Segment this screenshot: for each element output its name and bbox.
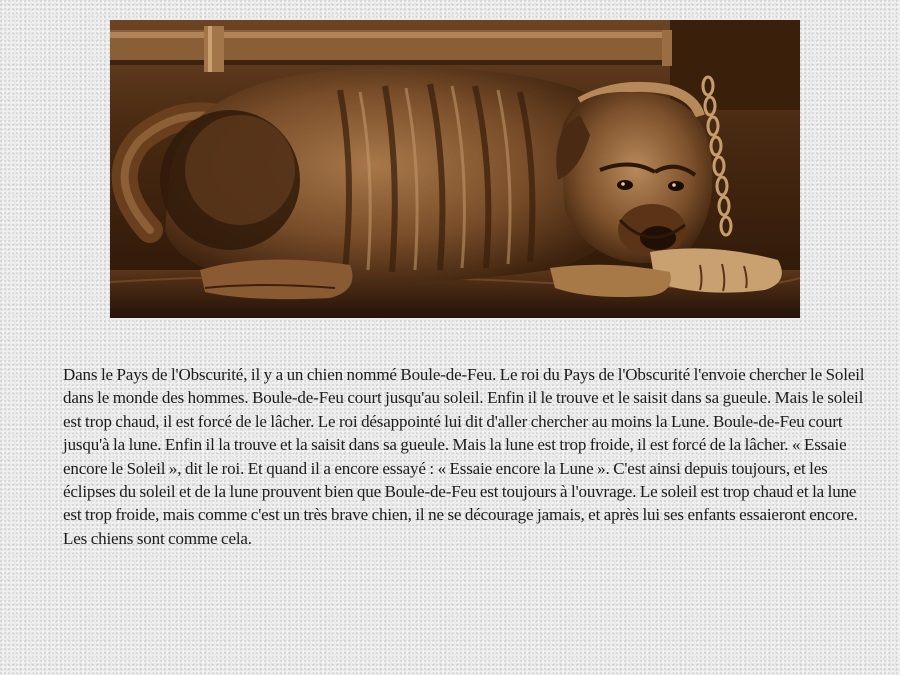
dog-icon xyxy=(110,20,800,318)
dog-illustration xyxy=(110,20,800,318)
story-text: Dans le Pays de l'Obscurité, il y a un chien nommé Boule-de-Feu. Le roi du Pays de l'Obscurité l'envoie chercher le Soleil dans le monde des hommes. Boule-de-Feu court jusqu'au soleil. Enfin il le trouve et le saisit dans sa gueule. Mais le soleil est trop chaud, il est forcé de le lâcher. Le roi désappointé lui dit d'aller chercher au moins la Lune. Boule-de-Feu court jusqu'à la lune. Enfin il la trouve et la saisit dans sa gueule. Mais la lune est trop froide, il est forcé de la lâcher. « Essaie encore le Soleil », dit le roi. Et quand il a encore essayé : « Essaie encore la Lune ». C'est ainsi depuis toujours, et les éclipses du soleil et de la lune prouvent bien que Boule-de-Feu est toujours à l'ouvrage. Le soleil est trop chaud et la lune est trop froide, mais comme c'est un très brave chien, il ne se décourage jamais, et après lui ses enfants essaieront encore. Les chiens sont comme cela. xyxy=(63,365,865,548)
